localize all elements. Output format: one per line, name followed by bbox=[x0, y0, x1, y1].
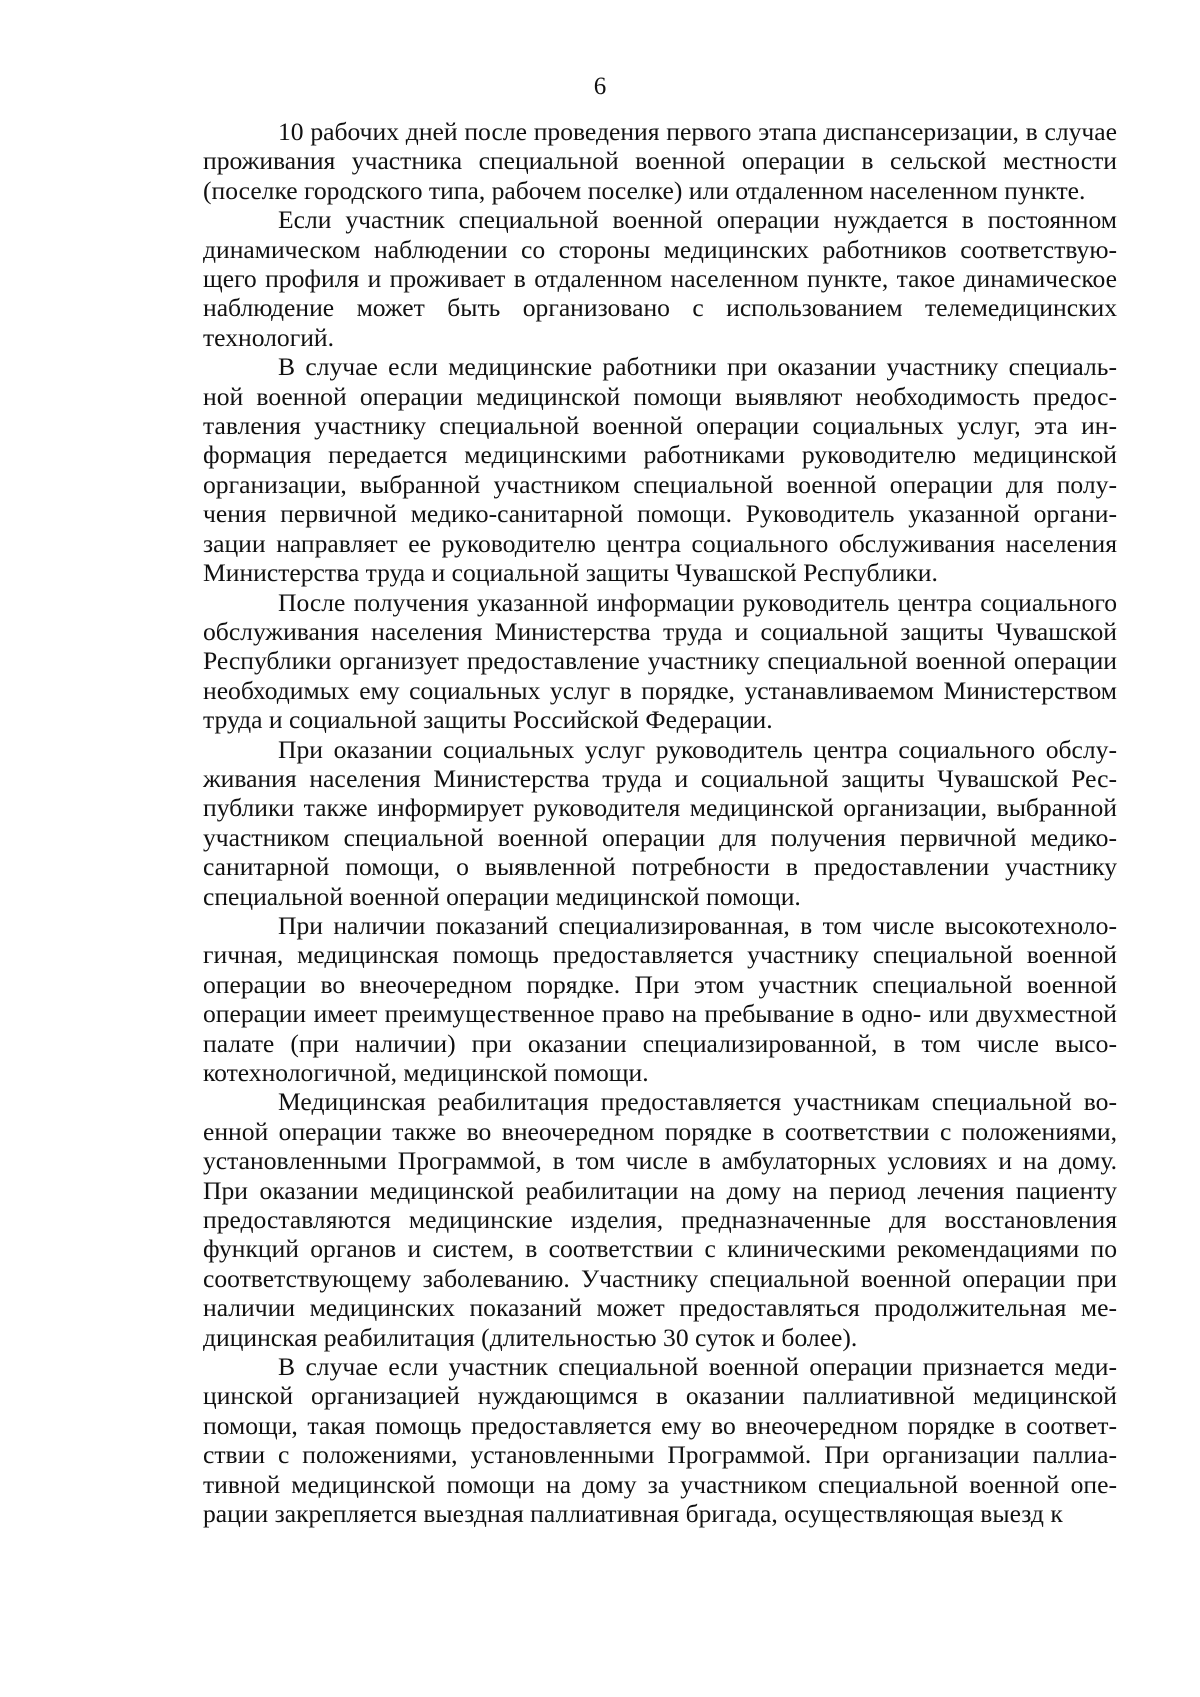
paragraph-6: При наличии показаний специализированная, в том числе высокотехнологичная, медицинская помощь предоставляется участнику специальной военной операции во внеочередном порядке. При этом участник специальной военной операции имеет преимущественное право на пребывание в одно- или двухместной палате (при наличии) при оказании специализированной, в том числе высокотехнологичной, медицинской помощи. bbox=[203, 910, 1117, 1087]
paragraph-7: Медицинская реабилитация предоставляется участникам специальной военной операции также во внеочередном порядке в соответствии с положениями, установленными Программой, в том числе в амбулаторных условиях и на дому. При оказании медицинской реабилитации на дому на период лечения пациенту предоставляются медицинские изделия, предназначенные для восстановления функций органов и систем, в соответствии с клиническими рекомендациями по соответствующему заболеванию. Участнику специальной военной операции при наличии медицинских показаний может предоставляться продолжительная медицинская реабилитация (длительностью 30 суток и более). bbox=[203, 1087, 1117, 1352]
paragraph-2: Если участник специальной военной операции нуждается в постоянном динамическом наблюдении со стороны медицинских работников соответствующего профиля и проживает в отдаленном населенном пункте, такое динамическое наблюдение может быть организовано с использованием телемедицинских технологий. bbox=[203, 205, 1117, 352]
document-body bbox=[203, 117, 1117, 1529]
paragraph-4: После получения указанной информации руководитель центра социального обслуживания населения Министерства труда и социальной защиты Чувашской Республики организует предоставление участнику специальной военной операции необходимых ему социальных услуг в порядке, устанавливаемом Министерством труда и социальной защиты Российской Федерации. bbox=[203, 587, 1117, 735]
paragraph-3: В случае если медицинские работники при оказании участнику специальной военной операции медицинской помощи выявляют необходимость предоставления участнику специальной военной операции социальных услуг, эта информация передается медицинскими работниками руководителю медицинской организации, выбранной участником специальной военной операции для получения первичной медико-санитарной помощи. Руководитель указанной организации направляет ее руководителю центра социального обслуживания населения Министерства труда и социальной защиты Чувашской Республики. bbox=[203, 352, 1117, 588]
paragraph-8: В случае если участник специальной военной операции признается медицинской организацией нуждающимся в оказании паллиативной медицинской помощи, такая помощь предоставляется ему во внеочередном порядке в соответствии с положениями, установленными Программой. При организации паллиативной медицинской помощи на дому за участником специальной военной операции закрепляется выездная паллиативная бригада, осуществляющая выезд к bbox=[203, 1352, 1117, 1529]
page-number: 6 bbox=[593, 73, 607, 100]
paragraph-1: 10 рабочих дней после проведения первого этапа диспансеризации, в случае проживания участника специальной военной операции в сельской местности (поселке городского типа, рабочем поселке) или отдаленном населенном пункте. bbox=[203, 117, 1117, 205]
paragraph-5: При оказании социальных услуг руководитель центра социального обслуживания населения Министерства труда и социальной защиты Чувашской Республики также информирует руководителя медицинской организации, выбранной участником специальной военной операции для получения первичной медико-санитарной помощи, о выявленной потребности в предоставлении участнику специальной военной операции медицинской помощи. bbox=[203, 734, 1117, 911]
